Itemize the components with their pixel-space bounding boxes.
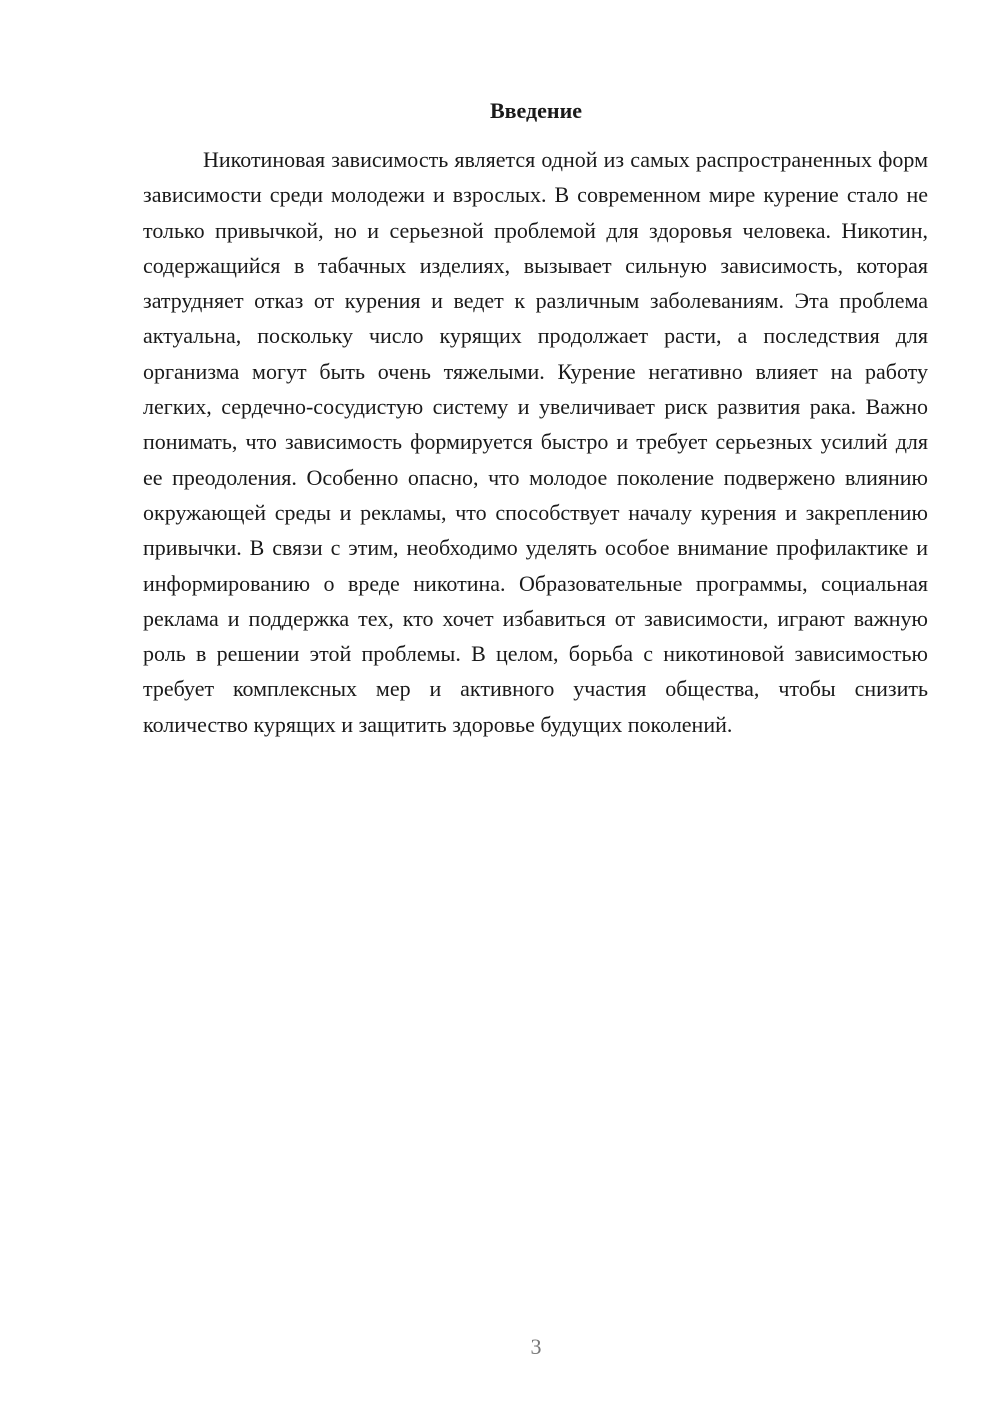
section-heading: Введение bbox=[489, 98, 583, 123]
body-text bbox=[143, 142, 928, 742]
page-number: 3 bbox=[530, 1334, 542, 1359]
paragraph: Никотиновая зависимость является одной из самых распространенных форм зависимости среди молодежи и взрослых. В современном мире курение стало не только привычкой, но и серьезной проблемой для здоровья человека. Никотин, содержащийся в табачных изделиях, вызывает сильную зависимость, которая затрудняет отказ от курения и ведет к различным заболеваниям. Эта проблема актуальна, поскольку число курящих продолжает расти, а последствия для организма могут быть очень тяжелыми. Курение негативно влияет на работу легких, сердечно-сосудистую систему и увеличивает риск развития рака. Важно понимать, что зависимость формируется быстро и требует серьезных усилий для ее преодоления. Особенно опасно, что молодое поколение подвержено влиянию окружающей среды и рекламы, что способствует началу курения и закреплению привычки. В связи с этим, необходимо уделять особое внимание профилактике и информированию о вреде никотина. Образовательные программы, социальная реклама и поддержка тех, кто хочет избавиться от зависимости, играют важную роль в решении этой проблемы. В целом, борьба с никотиновой зависимостью требует комплексных мер и активного участия общества, чтобы снизить количество курящих и защитить здоровье будущих поколений. bbox=[143, 147, 928, 737]
